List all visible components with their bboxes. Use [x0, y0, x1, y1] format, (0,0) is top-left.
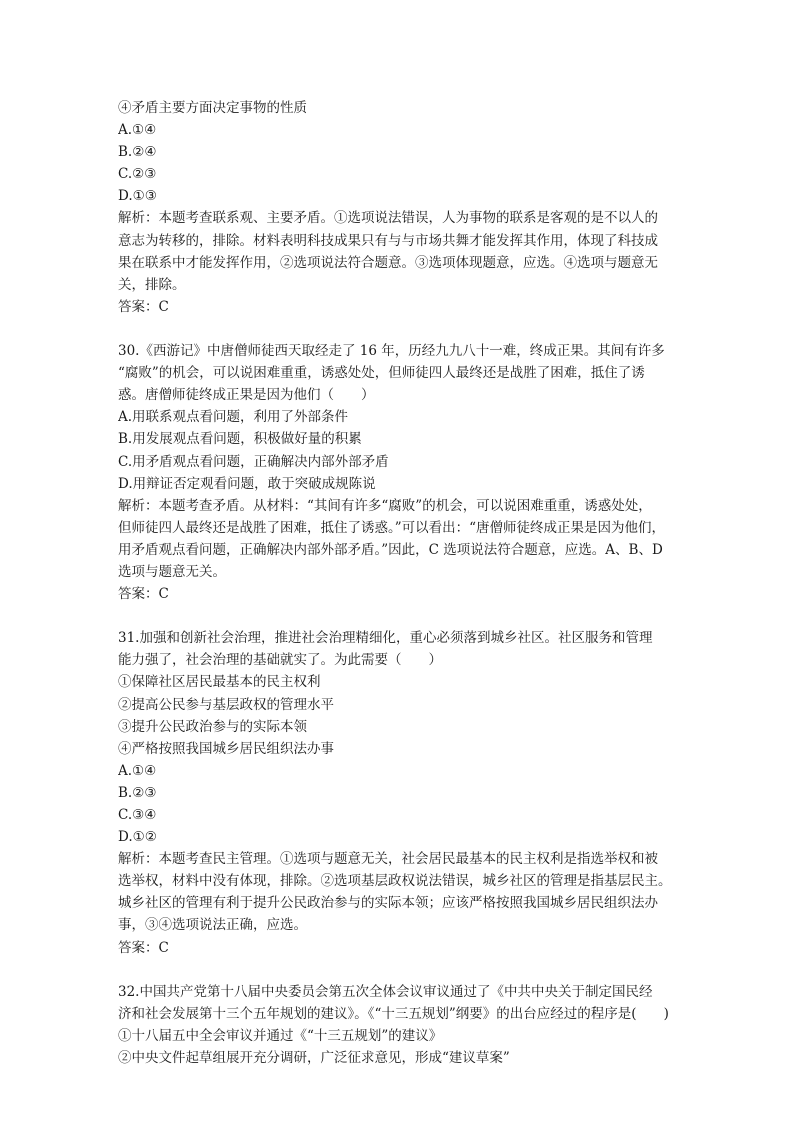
spacer: [118, 959, 682, 981]
analysis-line: 选举权，材料中没有体现，排除。②选项基层政权说法错误，城乡社区的管理是指基层民主。: [118, 873, 672, 890]
analysis-line: 但师徒四人最终还是战胜了困难，抵住了诱惑。”可以看出：“唐僧师徒终成正果是因为他们，: [118, 519, 666, 536]
option-b: B.②③: [118, 784, 157, 801]
statement-item: ①十八届五中全会审议并通过《“十三五规划”的建议》: [118, 1027, 443, 1044]
question-stem: 济和社会发展第十三个五年规划的建议》。《“十三五规划”纲要》的出台应经过的程序是( ): [118, 1005, 669, 1022]
question-29-tail: [118, 97, 682, 318]
analysis-line: 意志为转移的，排除。材料表明科技成果只有与与市场共舞才能发挥其作用，体现了科技成: [118, 232, 658, 249]
analysis-line: 关，排除。: [118, 276, 186, 293]
analysis-line: 选项与题意无关。: [118, 563, 226, 580]
analysis-line: 果在联系中才能发挥作用，②选项说法符合题意。③选项体现题意，应选。④选项与题意无: [118, 254, 658, 271]
analysis-line: 事，③④选项说法正确，应选。: [118, 917, 307, 934]
question-32: [118, 981, 682, 1069]
question-30: [118, 340, 682, 605]
option-c: C.用矛盾观点看问题，正确解决内部外部矛盾: [118, 453, 389, 470]
statement-item: ②中央文件起草组展开充分调研，广泛征求意见，形成“建议草案”: [118, 1050, 510, 1067]
question-stem: 31.加强和创新社会治理，推进社会治理精细化，重心必须落到城乡社区。社区服务和管理: [118, 630, 653, 647]
question-stem: 30.《西游记》中唐僧师徒西天取经走了 16 年，历经九九八十一难，终成正果。其间有许多: [118, 343, 665, 360]
option-d: D.①③: [118, 188, 157, 205]
option-d: D.①②: [118, 829, 157, 846]
option-a: A.①④: [118, 122, 157, 139]
question-stem: 32.中国共产党第十八届中央委员会第五次全体会议审议通过了《中共中央关于制定国民经: [118, 983, 653, 1000]
statement-item: ④严格按照我国城乡居民组织法办事: [118, 740, 334, 757]
spacer: [118, 318, 682, 340]
option-c: C.③④: [118, 807, 157, 823]
answer: 答案：C: [118, 939, 169, 956]
option-a: A.①④: [118, 762, 157, 779]
analysis-line: 解析：本题考查联系观、主要矛盾。①选项说法错误，人为事物的联系是客观的是不以人的: [118, 210, 658, 227]
statement-item: ④矛盾主要方面决定事物的性质: [118, 100, 307, 116]
answer: 答案：C: [118, 298, 169, 315]
analysis-line: 城乡社区的管理有利于提升公民政治参与的实际本领；应该严格按照我国城乡居民组织法办: [118, 895, 658, 912]
statement-item: ③提升公民政治参与的实际本领: [118, 718, 307, 735]
question-stem: 能力强了，社会治理的基础就实了。为此需要（ ）: [118, 652, 442, 669]
answer: 答案：C: [118, 586, 169, 603]
analysis-line: 用矛盾观点看问题，正确解决内部外部矛盾。”因此，C 选项说法符合题意，应选。A、B、D: [118, 541, 663, 558]
question-stem: “腐败”的机会，可以说困难重重，诱惑处处，但师徒四人最终还是战胜了困难，抵住了诱: [118, 365, 645, 382]
option-c: C.②③: [118, 166, 157, 183]
document-page: [118, 97, 682, 1069]
option-b: B.用发展观点看问题，积极做好量的积累: [118, 431, 362, 448]
statement-item: ②提高公民参与基层政权的管理水平: [118, 696, 334, 713]
statement-item: ①保障社区居民最基本的民主权利: [118, 674, 321, 691]
question-stem: 惑。唐僧师徒终成正果是因为他们（ ）: [118, 387, 375, 404]
option-a: A.用联系观点看问题，利用了外部条件: [118, 409, 349, 426]
analysis-line: 解析：本题考查民主管理。①选项与题意无关，社会居民最基本的民主权利是指选举权和被: [118, 851, 658, 868]
option-b: B.②④: [118, 144, 157, 161]
option-d: D.用辩证否定观看问题，敢于突破成规陈说: [118, 475, 376, 492]
spacer: [118, 605, 682, 627]
question-31: [118, 627, 682, 958]
analysis-line: 解析：本题考查矛盾。从材料：“其间有许多“腐败”的机会，可以说困难重重，诱惑处处，: [118, 497, 652, 514]
